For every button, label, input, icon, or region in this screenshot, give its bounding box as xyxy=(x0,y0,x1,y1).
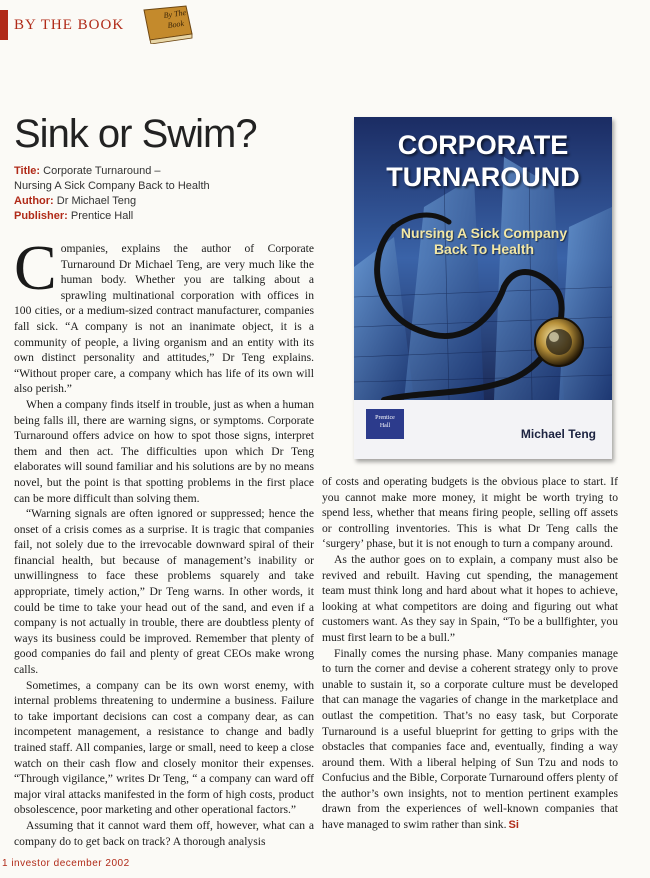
paragraph xyxy=(322,646,618,834)
cover-author: Michael Teng xyxy=(520,427,596,441)
page-footer: 1 investor december 2002 xyxy=(2,858,130,869)
end-mark: Si xyxy=(508,819,519,832)
meta-subtitle-row xyxy=(14,179,324,194)
paragraph: As the author goes on to explain, a company must also be revived and rebuilt. Having cut spending, the management team must think long and hard about what it hopes to achieve, looking at what competitors are doing and figuring out what customers want. As they say in Spain, “To be a bullfighter, you must first learn to be a bull.” xyxy=(322,552,618,644)
book-icon-label-1: By The xyxy=(163,7,187,20)
paragraph xyxy=(14,232,314,397)
book-cover xyxy=(354,117,612,459)
meta-publisher-row xyxy=(14,209,324,224)
paragraph: When a company finds itself in trouble, just as when a human being falls ill, there are warning signs, or symptoms. Corporate Turnaround offers advice on how to spot those signs, interpret them and then act. The difficulties upon which Dr Teng elaborates will sound familiar and his solutions are by no means novel, but the point is that spotting problems in the first place can be more difficult than solving them. xyxy=(14,397,314,505)
section-tag xyxy=(0,10,124,40)
page-title: Sink or Swim? xyxy=(14,112,257,156)
section-tag-label: BY THE BOOK xyxy=(14,16,125,33)
meta-title-row xyxy=(14,164,324,179)
meta-key: Title: xyxy=(14,165,41,177)
paragraph: of costs and operating budgets is the obvious place to start. If you cannot make more money, it might be worth trying to spend less, whether that means firing people, selling off assets or controlling inventories. This is what Dr Teng calls the ‘surgery’ phase, but it is not enough to turn a company around. xyxy=(322,475,618,551)
paragraph: Assuming that it cannot ward them off, however, what can a company do to get back on track? A thorough analysis xyxy=(14,818,314,848)
cover-title-line1: CORPORATE xyxy=(397,130,569,160)
publisher-logo-line2: Hall xyxy=(379,423,391,429)
paragraph-text: Finally comes the nursing phase. Many companies manage to turn the corner and devise a coherent strategy only to prove unable to sustain it, so a corporate culture must be developed that can manage the vagaries of change in the marketplace and outlast the competition. That’s no easy task, but Corporate Turnaround is a useful blueprint for getting to grips with the obstacles that companies face and, eventually, finding a way around them. With a liberal helping of Sun Tzu and nods to Confucius and the Bible, Corporate Turnaround offers plenty of the author’s own insights, not to mention pertinent examples drawn from the experiences of well-known companies that have managed to swim rather than sink. xyxy=(322,646,618,832)
cover-title-line2: TURNAROUND xyxy=(386,162,580,192)
book-icon xyxy=(140,4,196,44)
meta-value: Prentice Hall xyxy=(70,210,134,222)
meta-key: Publisher: xyxy=(14,210,68,222)
cover-subtitle-line2: Back To Health xyxy=(433,241,535,257)
paragraph: Sometimes, a company can be its own worst enemy, with internal problems threatening to undermine a business. Failure to take important decisions can cost a company dear, as can incompetent management, a resistance to change and badly trained staff. All companies, large or small, need to keep a close watch on their cash flow and closely monitor their expenses. “Through vigilance,” writes Dr Teng, “ a company can ward off major viral attacks manifested in the form of high costs, product obsolescence, poor marketing and other operational factors.” xyxy=(14,678,314,817)
publisher-logo-line1: Prentice xyxy=(375,415,395,421)
article-column-left xyxy=(14,232,314,849)
drop-cap: C xyxy=(14,232,57,303)
cover-subtitle-line1: Nursing A Sick Company xyxy=(400,225,568,241)
paragraph-text: ompanies, explains the author of Corporate Turnaround Dr Michael Teng, are very much like the human body. Whether you are talking about a sprawling multinational corporation with offices in 100 cities, or a medium-sized contract manufacturer, companies fall sick. “A company is not an inanimate object, it is a community of people, a living organism and an entity with its own distinct personality and attitudes,” Dr Teng explains. “Without proper care, a company which has life of its own will also perish.” xyxy=(14,242,314,396)
meta-value: Nursing A Sick Company Back to Health xyxy=(14,180,210,192)
meta-key: Author: xyxy=(14,195,54,207)
book-icon-label-2: Book xyxy=(167,18,185,30)
paragraph: “Warning signals are often ignored or suppressed; hence the onset of a crisis comes as a surprise. It is tragic that companies fail, not solely due to the irrevocable downward spiral of their financial health, but because of management’s inability or unwillingness to face these problems squarely and take appropriate, timely action,” Dr Teng warns. In other words, it could be time to take your head out of the sand, and even if a company is not actually in trouble, there are doubtless plenty of ways its business could be improved. Remember that plenty of good companies do fail and plenty of great CEOs make wrong calls. xyxy=(14,507,314,677)
section-tag-bar xyxy=(0,10,8,40)
article-column-right xyxy=(322,474,618,834)
meta-value: Corporate Turnaround – xyxy=(43,165,161,177)
book-meta xyxy=(14,164,324,224)
meta-author-row xyxy=(14,194,324,209)
publisher-logo xyxy=(366,409,404,439)
meta-value: Dr Michael Teng xyxy=(56,195,137,207)
